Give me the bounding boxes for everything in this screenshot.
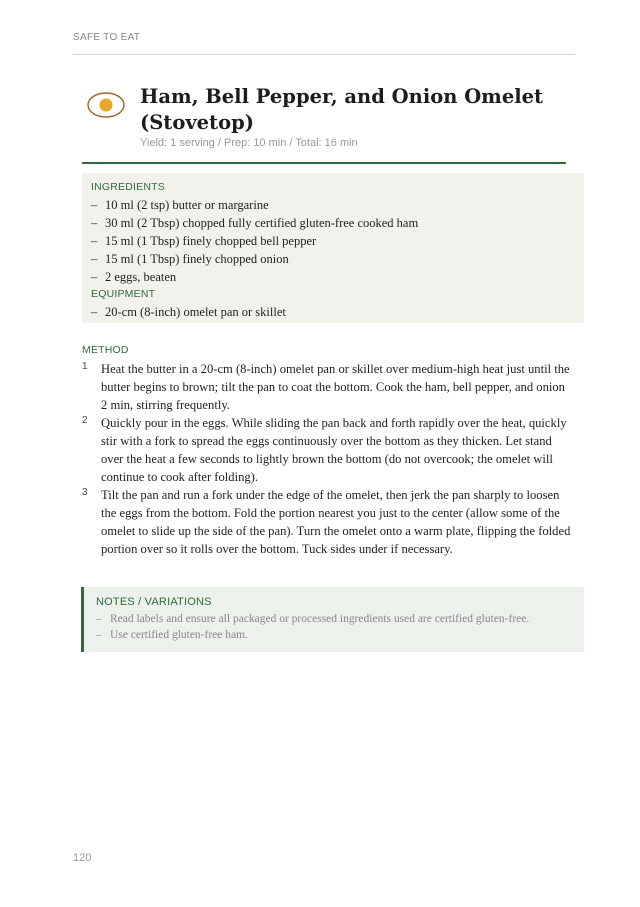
list-dash: – bbox=[96, 613, 102, 625]
notes-box bbox=[81, 587, 584, 652]
note-text: Read labels and ensure all packaged or processed ingredients used are certified gluten-free. bbox=[110, 613, 530, 625]
ingredient-text: 10 ml (2 tsp) butter or margarine bbox=[105, 198, 269, 212]
ingredient-text: 15 ml (1 Tbsp) finely chopped bell pepper bbox=[105, 234, 317, 248]
list-dash: – bbox=[91, 252, 98, 266]
step-text: Quickly pour in the eggs. While sliding the pan back and forth rapidly over the heat, quickly stir with a fork to spread the eggs continuously over the bottom as they thicken. Let stand over the heat a few seconds to lightly brown the bottom (do not overcook; the omelet will continue to cook after folding). bbox=[101, 416, 567, 484]
ingredient-item bbox=[91, 268, 581, 286]
step-text: Heat the butter in a 20-cm (8-inch) omelet pan or skillet over medium-high heat just until the butter begins to brown; tilt the pan to coat the bottom. Cook the ham, bell pepper, and onion 2 min, stirring frequently. bbox=[101, 362, 570, 412]
ingredient-text: 2 eggs, beaten bbox=[105, 270, 177, 284]
list-dash: – bbox=[91, 270, 98, 284]
ingredient-item bbox=[91, 214, 581, 232]
ingredients-box bbox=[82, 173, 584, 323]
ingredient-item bbox=[91, 232, 581, 250]
method-step bbox=[82, 414, 572, 486]
ingredients-label: INGREDIENTS bbox=[91, 181, 165, 193]
notes-list bbox=[96, 595, 576, 643]
running-header bbox=[73, 32, 575, 55]
list-dash: – bbox=[91, 305, 98, 319]
equipment-item bbox=[91, 303, 581, 321]
method-step bbox=[82, 486, 572, 558]
ingredient-text: 30 ml (2 Tbsp) chopped fully certified gluten-free cooked ham bbox=[105, 216, 419, 230]
running-title: SAFE TO EAT bbox=[73, 32, 141, 43]
recipe-title-block bbox=[82, 84, 566, 164]
step-number: 2 bbox=[82, 415, 88, 426]
notes-label: NOTES / VARIATIONS bbox=[96, 596, 212, 608]
yield-line: Yield: 1 serving / Prep: 10 min / Total: 16 min bbox=[140, 137, 358, 149]
step-number: 1 bbox=[82, 361, 88, 372]
method-step bbox=[82, 360, 572, 414]
list-dash: – bbox=[96, 629, 102, 641]
list-dash: – bbox=[91, 216, 98, 230]
list-dash: – bbox=[91, 198, 98, 212]
ingredient-text: 15 ml (1 Tbsp) finely chopped onion bbox=[105, 252, 289, 266]
method-steps bbox=[82, 360, 572, 558]
step-text: Tilt the pan and run a fork under the edge of the omelet, then jerk the pan sharply to loosen the eggs from the bottom. Fold the portion nearest you just to the center (allow some of the omelet to slide up the side of the pan). Turn the omelet onto a warm plate, flipping the folded portion over so it rolls over the bottom. Tuck sides under if necessary. bbox=[101, 488, 571, 556]
ingredients-list bbox=[91, 180, 581, 321]
note-item bbox=[96, 611, 576, 627]
note-item bbox=[96, 627, 576, 643]
step-number: 3 bbox=[82, 487, 88, 498]
list-dash: – bbox=[91, 234, 98, 248]
note-text: Use certified gluten-free ham. bbox=[110, 629, 248, 641]
egg-icon bbox=[87, 92, 125, 118]
method-label: METHOD bbox=[82, 344, 129, 356]
ingredient-item bbox=[91, 250, 581, 268]
recipe-title: Ham, Bell Pepper, and Onion Omelet (Stovetop) bbox=[140, 85, 544, 134]
page-number: 120 bbox=[73, 852, 92, 864]
equipment-text: 20-cm (8-inch) omelet pan or skillet bbox=[105, 305, 286, 319]
equipment-label: EQUIPMENT bbox=[91, 288, 156, 300]
ingredient-item bbox=[91, 196, 581, 214]
